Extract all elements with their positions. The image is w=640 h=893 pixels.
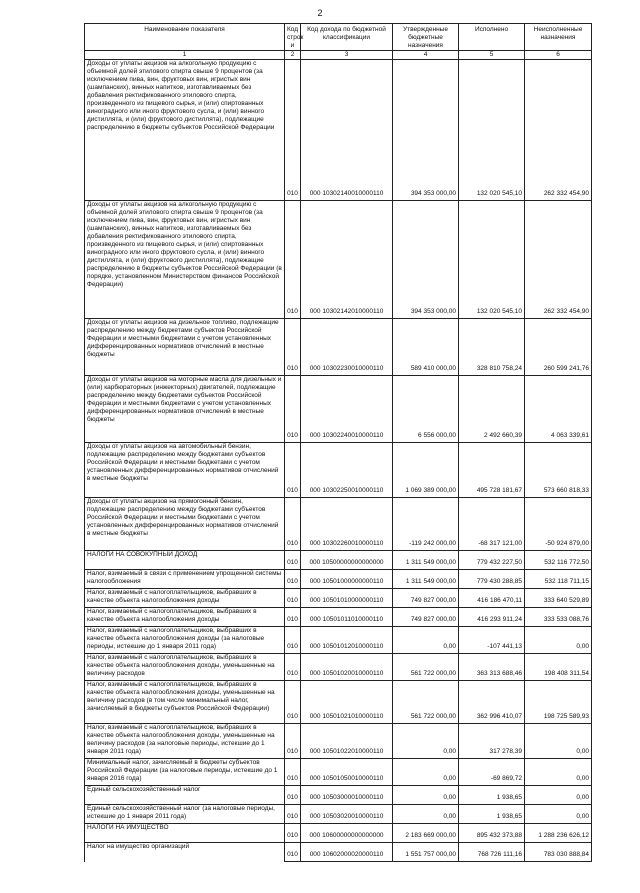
kbk-code: 000 10501050010000110 bbox=[301, 775, 393, 786]
indicator-name-text: Единый сельскохозяйственный налог bbox=[87, 786, 201, 793]
spacer-cell bbox=[459, 570, 525, 579]
spacer-cell bbox=[525, 498, 592, 541]
spacer-cell bbox=[459, 589, 525, 598]
indicator-name-text: НАЛОГИ НА СОВОКУПНЫЙ ДОХОД bbox=[87, 551, 198, 558]
spacer-cell bbox=[393, 443, 459, 488]
spacer-cell bbox=[459, 654, 525, 671]
kbk-code: 000 10501022010000110 bbox=[301, 748, 393, 759]
kbk-code: 000 10501012010000110 bbox=[301, 643, 393, 654]
executed-value: 779 432 227,50 bbox=[459, 559, 525, 570]
spacer-cell bbox=[301, 551, 393, 560]
indicator-name-text: Налог, взимаемый в связи с применением упрощенной системы налогообложения bbox=[87, 570, 282, 585]
spacer-cell bbox=[301, 443, 393, 488]
spacer-cell bbox=[393, 786, 459, 795]
indicator-name-text: Доходы от уплаты акцизов на моторные масла для дизельных и (или) карбюраторных (инжекторных) двигателей, подлежащие распределению между бюджетами субъектов Российской Федерации и местными бюджетами с учетом установленных дифференцированных нормативов отчислений в местные бюджеты bbox=[87, 376, 282, 423]
spacer-cell bbox=[525, 551, 592, 560]
executed-value: 495 728 181,67 bbox=[459, 487, 525, 498]
kbk-code: 000 10501021010000110 bbox=[301, 713, 393, 724]
spacer-cell bbox=[301, 654, 393, 671]
executed-value: 132 020 545,10 bbox=[459, 308, 525, 319]
table-row bbox=[85, 824, 592, 833]
executed-value: -68 317 121,00 bbox=[459, 540, 525, 551]
executed-value: 779 430 288,85 bbox=[459, 578, 525, 589]
unexecuted-value: 262 332 454,90 bbox=[525, 308, 592, 319]
executed-value: 363 313 688,46 bbox=[459, 670, 525, 681]
approved-value: 0,00 bbox=[393, 794, 459, 805]
row-code: 010 bbox=[285, 713, 301, 724]
spacer-cell bbox=[301, 201, 393, 309]
table-row bbox=[85, 376, 592, 433]
spacer-cell bbox=[285, 724, 301, 749]
indicator-name-text: Налог, взимаемый с налогоплательщиков, выбравших в качестве объекта налогообложения доходы, уменьшенные на величину расходов (в том числе минимальный налог, зачисляемый в бюджеты субъектов Российской Федерации) bbox=[87, 681, 275, 712]
unexecuted-value: 0,00 bbox=[525, 643, 592, 654]
spacer-cell bbox=[285, 551, 301, 560]
approved-value: 561 722 000,00 bbox=[393, 670, 459, 681]
executed-value: 317 278,39 bbox=[459, 748, 525, 759]
spacer-cell bbox=[301, 681, 393, 714]
row-code: 010 bbox=[285, 670, 301, 681]
unexecuted-value: 0,00 bbox=[525, 775, 592, 786]
spacer-cell bbox=[393, 608, 459, 617]
spacer-cell bbox=[301, 759, 393, 776]
indicator-name-text: Налог, взимаемый с налогоплательщиков, выбравших в качестве объекта налогообложения доходы, уменьшенные на величину расходов bbox=[87, 654, 275, 677]
executed-value: 768 726 111,16 bbox=[459, 851, 525, 862]
kbk-code: 000 10302142010000110 bbox=[301, 308, 393, 319]
indicator-name-text: Доходы от уплаты акцизов на дизельное топливо, подлежащие распределению между бюджетами субъектов Российской Федерации и местными бюджетами с учетом установленных дифференцированных нормативов отчислений в местные бюджеты bbox=[87, 319, 279, 358]
kbk-code: 000 10501010000000110 bbox=[301, 597, 393, 608]
indicator-name-text: Минимальный налог, зачисляемый в бюджеты субъектов Российской Федерации (за налоговые периоды, истекшие до 1 января 2016 года) bbox=[87, 759, 278, 782]
spacer-cell bbox=[285, 654, 301, 671]
table-row bbox=[85, 589, 592, 598]
spacer-cell bbox=[285, 201, 301, 309]
executed-value: -69 869,72 bbox=[459, 775, 525, 786]
indicator-name bbox=[85, 443, 285, 498]
spacer-cell bbox=[285, 843, 301, 852]
spacer-cell bbox=[525, 570, 592, 579]
table-row bbox=[85, 319, 592, 366]
row-code: 010 bbox=[285, 616, 301, 627]
kbk-code: 000 10302250010000110 bbox=[301, 487, 393, 498]
spacer-cell bbox=[285, 805, 301, 814]
approved-value: 6 556 000,00 bbox=[393, 432, 459, 443]
spacer-cell bbox=[525, 824, 592, 833]
spacer-cell bbox=[393, 724, 459, 749]
spacer-cell bbox=[459, 843, 525, 852]
table-row bbox=[85, 843, 592, 852]
spacer-cell bbox=[285, 627, 301, 644]
spacer-cell bbox=[459, 681, 525, 714]
spacer-cell bbox=[301, 724, 393, 749]
spacer-cell bbox=[525, 627, 592, 644]
unexecuted-value: 333 640 529,89 bbox=[525, 597, 592, 608]
spacer-cell bbox=[301, 60, 393, 191]
executed-value: 362 996 410,07 bbox=[459, 713, 525, 724]
kbk-code: 000 10503000010000110 bbox=[301, 794, 393, 805]
spacer-cell bbox=[393, 654, 459, 671]
column-header-executed: Исполнено bbox=[459, 24, 525, 51]
spacer-cell bbox=[525, 654, 592, 671]
spacer-cell bbox=[459, 786, 525, 795]
spacer-cell bbox=[393, 627, 459, 644]
approved-value: 2 183 669 000,00 bbox=[393, 832, 459, 843]
spacer-cell bbox=[393, 201, 459, 309]
approved-value: 0,00 bbox=[393, 813, 459, 824]
indicator-name bbox=[85, 551, 285, 570]
unexecuted-value: 262 332 454,90 bbox=[525, 190, 592, 201]
spacer-cell bbox=[285, 759, 301, 776]
spacer-cell bbox=[393, 570, 459, 579]
row-code: 010 bbox=[285, 432, 301, 443]
spacer-cell bbox=[525, 681, 592, 714]
approved-value: -119 242 000,00 bbox=[393, 540, 459, 551]
approved-value: 749 827 000,00 bbox=[393, 597, 459, 608]
executed-value: 895 432 373,88 bbox=[459, 832, 525, 843]
executed-value: 1 938,65 bbox=[459, 813, 525, 824]
spacer-cell bbox=[301, 824, 393, 833]
spacer-cell bbox=[301, 498, 393, 541]
indicator-name bbox=[85, 589, 285, 608]
unexecuted-value: 573 660 818,33 bbox=[525, 487, 592, 498]
spacer-cell bbox=[525, 60, 592, 191]
spacer-cell bbox=[301, 376, 393, 433]
spacer-cell bbox=[393, 376, 459, 433]
spacer-cell bbox=[459, 376, 525, 433]
indicator-name bbox=[85, 654, 285, 681]
column-header-name: Наименование показателя bbox=[85, 24, 285, 51]
approved-value: 1 311 549 000,00 bbox=[393, 578, 459, 589]
kbk-code: 000 10501011010000110 bbox=[301, 616, 393, 627]
unexecuted-value: 1 288 236 626,12 bbox=[525, 832, 592, 843]
indicator-name-text: Налог, взимаемый с налогоплательщиков, выбравших в качестве объекта налогообложения доходы bbox=[87, 589, 257, 604]
spacer-cell bbox=[301, 319, 393, 366]
indicator-name bbox=[85, 724, 285, 759]
spacer-cell bbox=[459, 60, 525, 191]
approved-value: 589 410 000,00 bbox=[393, 365, 459, 376]
row-code: 010 bbox=[285, 775, 301, 786]
indicator-name bbox=[85, 608, 285, 627]
indicator-name bbox=[85, 824, 285, 843]
indicator-name bbox=[85, 201, 285, 319]
row-code: 010 bbox=[285, 487, 301, 498]
indicator-name-text: Налог, взимаемый с налогоплательщиков, выбравших в качестве объекта налогообложения доходы bbox=[87, 608, 257, 623]
spacer-cell bbox=[525, 319, 592, 366]
column-header-unexecuted: Неисполненные назначения bbox=[525, 24, 592, 51]
executed-value: 328 810 758,24 bbox=[459, 365, 525, 376]
spacer-cell bbox=[285, 786, 301, 795]
spacer-cell bbox=[525, 589, 592, 598]
table-row bbox=[85, 498, 592, 541]
executed-value: 416 293 911,24 bbox=[459, 616, 525, 627]
spacer-cell bbox=[285, 443, 301, 488]
table-row bbox=[85, 60, 592, 191]
row-code: 010 bbox=[285, 851, 301, 862]
approved-value: 561 722 000,00 bbox=[393, 713, 459, 724]
column-header-approved: Утвержденные бюджетные назначения bbox=[393, 24, 459, 51]
row-code: 010 bbox=[285, 832, 301, 843]
table-row bbox=[85, 201, 592, 309]
unexecuted-value: 783 030 888,84 bbox=[525, 851, 592, 862]
unexecuted-value: 0,00 bbox=[525, 748, 592, 759]
spacer-cell bbox=[525, 786, 592, 795]
spacer-cell bbox=[525, 201, 592, 309]
indicator-name-text: Налог, взимаемый с налогоплательщиков, выбравших в качестве объекта налогообложения доходы (за налоговые периоды, истекшие до 1 января 2011 года) bbox=[87, 627, 265, 650]
kbk-code: 000 10302260010000110 bbox=[301, 540, 393, 551]
indicator-name bbox=[85, 498, 285, 551]
spacer-cell bbox=[459, 443, 525, 488]
spacer-cell bbox=[393, 805, 459, 814]
indicator-name-text: Доходы от уплаты акцизов на алкогольную продукцию с объемной долей этилового спирта свыше 9 процентов (за исключением пива, вин, фруктовых вин, игристых вин (шампанских), винных напитков, изготавливаемых без добавления ректификованного этилового спирта, произведенного из пищевого сырья, и (или) спиртованных виноградного или иного фруктового сусла, и (или) винного дистиллята, и (или) фруктового дистиллята), подлежащие распределению в бюджеты субъектов Российской Федерации bbox=[87, 60, 275, 131]
indicator-name-text: Налог на имущество организаций bbox=[87, 843, 190, 850]
spacer-cell bbox=[285, 498, 301, 541]
executed-value: -107 441,13 bbox=[459, 643, 525, 654]
spacer-cell bbox=[301, 627, 393, 644]
spacer-cell bbox=[285, 60, 301, 191]
spacer-cell bbox=[459, 498, 525, 541]
spacer-cell bbox=[285, 681, 301, 714]
table-row bbox=[85, 654, 592, 671]
spacer-cell bbox=[525, 376, 592, 433]
spacer-cell bbox=[459, 608, 525, 617]
indicator-name-text: НАЛОГИ НА ИМУЩЕСТВО bbox=[87, 824, 169, 831]
table-row bbox=[85, 681, 592, 714]
spacer-cell bbox=[459, 627, 525, 644]
indicator-name-text: Доходы от уплаты акцизов на автомобильный бензин, подлежащие распределению между бюджетами субъектов Российской Федерации и местными бюджетами с учетом установленных дифференцированных нормативов отчислений в местные бюджеты bbox=[87, 443, 279, 482]
unexecuted-value: 4 063 339,61 bbox=[525, 432, 592, 443]
unexecuted-value: 198 408 311,54 bbox=[525, 670, 592, 681]
spacer-cell bbox=[285, 608, 301, 617]
spacer-cell bbox=[393, 498, 459, 541]
approved-value: 1 069 389 000,00 bbox=[393, 487, 459, 498]
executed-value: 132 020 545,10 bbox=[459, 190, 525, 201]
unexecuted-value: 532 116 772,50 bbox=[525, 559, 592, 570]
header-row bbox=[85, 24, 592, 51]
table-row bbox=[85, 570, 592, 579]
indicator-name bbox=[85, 60, 285, 201]
unexecuted-value: 0,00 bbox=[525, 813, 592, 824]
approved-value: 394 353 000,00 bbox=[393, 308, 459, 319]
approved-value: 1 551 757 000,00 bbox=[393, 851, 459, 862]
row-code: 010 bbox=[285, 643, 301, 654]
row-code: 010 bbox=[285, 813, 301, 824]
spacer-cell bbox=[285, 824, 301, 833]
spacer-cell bbox=[301, 608, 393, 617]
indicator-name-text: Налог, взимаемый с налогоплательщиков, выбравших в качестве объекта налогообложения доходы, уменьшенные на величину расходов (за налоговые периоды, истекшие до 1 января 2011 года) bbox=[87, 724, 275, 755]
spacer-cell bbox=[393, 589, 459, 598]
column-header-kbk: Код дохода по бюджетной классификации bbox=[301, 24, 393, 51]
row-code: 010 bbox=[285, 540, 301, 551]
column-index-row bbox=[85, 51, 592, 60]
row-code: 010 bbox=[285, 597, 301, 608]
spacer-cell bbox=[301, 843, 393, 852]
spacer-cell bbox=[459, 319, 525, 366]
column-index: 2 bbox=[285, 51, 301, 60]
executed-value: 416 186 470,11 bbox=[459, 597, 525, 608]
indicator-name bbox=[85, 843, 285, 862]
column-index: 3 bbox=[301, 51, 393, 60]
indicator-name bbox=[85, 570, 285, 589]
spacer-cell bbox=[525, 608, 592, 617]
row-code: 010 bbox=[285, 190, 301, 201]
page-number: 2 bbox=[317, 8, 323, 18]
unexecuted-value: 0,00 bbox=[525, 794, 592, 805]
row-code: 010 bbox=[285, 559, 301, 570]
executed-value: 1 938,65 bbox=[459, 794, 525, 805]
approved-value: 749 827 000,00 bbox=[393, 616, 459, 627]
kbk-code: 000 10600000000000000 bbox=[301, 832, 393, 843]
spacer-cell bbox=[301, 589, 393, 598]
spacer-cell bbox=[393, 681, 459, 714]
table-row bbox=[85, 443, 592, 488]
row-code: 010 bbox=[285, 308, 301, 319]
approved-value: 0,00 bbox=[393, 775, 459, 786]
kbk-code: 000 10302140010000110 bbox=[301, 190, 393, 201]
spacer-cell bbox=[285, 589, 301, 598]
table-row bbox=[85, 627, 592, 644]
unexecuted-value: -50 924 879,00 bbox=[525, 540, 592, 551]
kbk-code: 000 10602000020000110 bbox=[301, 851, 393, 862]
row-code: 010 bbox=[285, 365, 301, 376]
budget-report-table bbox=[84, 23, 592, 862]
approved-value: 0,00 bbox=[393, 748, 459, 759]
column-index: 1 bbox=[85, 51, 285, 60]
unexecuted-value: 198 725 589,93 bbox=[525, 713, 592, 724]
indicator-name bbox=[85, 376, 285, 443]
spacer-cell bbox=[525, 724, 592, 749]
approved-value: 0,00 bbox=[393, 643, 459, 654]
approved-value: 394 353 000,00 bbox=[393, 190, 459, 201]
spacer-cell bbox=[393, 551, 459, 560]
kbk-code: 000 10501020010000110 bbox=[301, 670, 393, 681]
column-header-code: Код строк и bbox=[285, 24, 301, 51]
unexecuted-value: 333 533 088,76 bbox=[525, 616, 592, 627]
executed-value: 2 492 660,39 bbox=[459, 432, 525, 443]
indicator-name bbox=[85, 786, 285, 805]
table-row bbox=[85, 759, 592, 776]
kbk-code: 000 10503020010000110 bbox=[301, 813, 393, 824]
spacer-cell bbox=[459, 805, 525, 814]
indicator-name-text: Доходы от уплаты акцизов на прямогонный бензин, подлежащие распределению между бюджетами субъектов Российской Федерации и местными бюджетами с учетом установленных дифференцированных нормативов отчислений в местные бюджеты bbox=[87, 498, 279, 537]
column-index: 4 bbox=[393, 51, 459, 60]
kbk-code: 000 10302230010000110 bbox=[301, 365, 393, 376]
indicator-name bbox=[85, 319, 285, 376]
spacer-cell bbox=[393, 60, 459, 191]
indicator-name-text: Доходы от уплаты акцизов на алкогольную продукцию с объемной долей этилового спирта свыше 9 процентов (за исключением пива, вин, фруктовых вин, игристых вин (шампанских), винных напитков, изготавливаемых без добавления ректификованного этилового спирта, произведенного из пищевого сырья, и (или) спиртованных виноградного или иного фруктового сусла, и (или) винного дистиллята, и (или) фруктового дистиллята), подлежащие распределению в бюджеты субъектов Российской Федерации (в порядке, установленном Министерством финансов Российской Федерации) bbox=[87, 201, 282, 288]
report-body bbox=[85, 60, 592, 862]
row-code: 010 bbox=[285, 794, 301, 805]
indicator-name bbox=[85, 805, 285, 824]
spacer-cell bbox=[285, 570, 301, 579]
approved-value: 1 311 549 000,00 bbox=[393, 559, 459, 570]
table-row bbox=[85, 608, 592, 617]
spacer-cell bbox=[301, 805, 393, 814]
spacer-cell bbox=[393, 759, 459, 776]
spacer-cell bbox=[525, 443, 592, 488]
row-code: 010 bbox=[285, 578, 301, 589]
spacer-cell bbox=[301, 570, 393, 579]
unexecuted-value: 532 118 711,15 bbox=[525, 578, 592, 589]
spacer-cell bbox=[525, 843, 592, 852]
spacer-cell bbox=[525, 805, 592, 814]
spacer-cell bbox=[459, 824, 525, 833]
indicator-name bbox=[85, 681, 285, 724]
row-code: 010 bbox=[285, 748, 301, 759]
table-row bbox=[85, 805, 592, 814]
spacer-cell bbox=[459, 551, 525, 560]
spacer-cell bbox=[393, 843, 459, 852]
table-row bbox=[85, 786, 592, 795]
spacer-cell bbox=[459, 724, 525, 749]
spacer-cell bbox=[393, 824, 459, 833]
indicator-name bbox=[85, 759, 285, 786]
indicator-name bbox=[85, 627, 285, 654]
column-index: 5 bbox=[459, 51, 525, 60]
kbk-code: 000 10500000000000000 bbox=[301, 559, 393, 570]
kbk-code: 000 10501000000000110 bbox=[301, 578, 393, 589]
spacer-cell bbox=[459, 201, 525, 309]
indicator-name-text: Единый сельскохозяйственный налог (за налоговые периоды, истекшие до 1 января 2011 года) bbox=[87, 805, 275, 820]
table-row bbox=[85, 551, 592, 560]
unexecuted-value: 260 599 241,76 bbox=[525, 365, 592, 376]
spacer-cell bbox=[301, 786, 393, 795]
spacer-cell bbox=[285, 319, 301, 366]
table-row bbox=[85, 724, 592, 749]
spacer-cell bbox=[459, 759, 525, 776]
spacer-cell bbox=[525, 759, 592, 776]
spacer-cell bbox=[285, 376, 301, 433]
column-index: 6 bbox=[525, 51, 592, 60]
kbk-code: 000 10302240010000110 bbox=[301, 432, 393, 443]
spacer-cell bbox=[393, 319, 459, 366]
